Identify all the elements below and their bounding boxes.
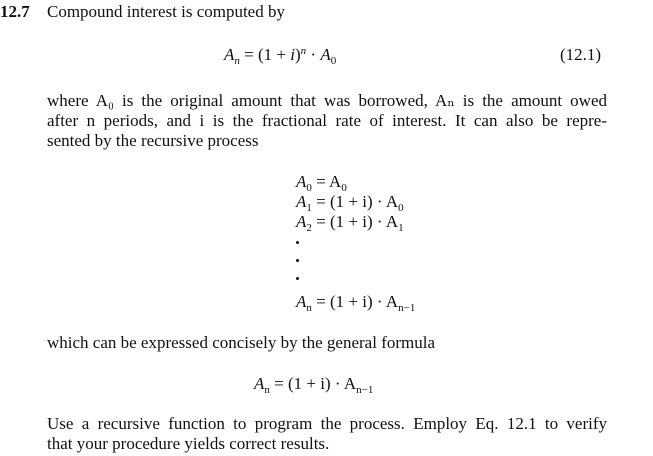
row2-lhs: A xyxy=(296,212,307,231)
rown-rhs-sub: n−1 xyxy=(398,302,416,314)
rown-lhs-sub: n xyxy=(306,302,312,314)
general-formula xyxy=(254,374,373,394)
gen-lhs-sub: n xyxy=(264,384,270,396)
paragraph1-line3: sented by the recursive process xyxy=(47,131,259,150)
ellipsis-dot-3 xyxy=(296,277,299,280)
recursion-row-0 xyxy=(296,172,347,192)
row2-rhs-sub: 1 xyxy=(398,222,404,234)
equation-12-1 xyxy=(224,45,336,65)
rown-lhs: A xyxy=(296,292,307,311)
row1-rhs-sub: 0 xyxy=(398,202,404,214)
eq-lhs-var: A xyxy=(224,45,235,64)
row0-lhs-sub: 0 xyxy=(306,182,312,194)
eq-rhs-part1: = (1 + xyxy=(239,45,291,64)
paragraph1-line2: after n periods, and i is the fractional rate of interest. It can also be repre- xyxy=(47,111,607,130)
paragraph3-line2: that your procedure yields correct results. xyxy=(47,434,330,453)
gen-lhs: A xyxy=(254,374,265,393)
ellipsis-dot-2 xyxy=(296,259,299,262)
row2-rhs: = (1 + i) · A xyxy=(311,212,399,231)
problem-number: 12.7 xyxy=(0,2,30,21)
equation-label: (12.1) xyxy=(560,45,602,64)
ellipsis-dot-1 xyxy=(296,241,299,244)
eq-rhs-var: A xyxy=(320,45,331,64)
gen-rhs: = (1 + i) · A xyxy=(269,374,357,393)
rown-rhs: = (1 + i) · A xyxy=(311,292,399,311)
eq-rhs-part2: ) xyxy=(294,45,301,64)
row0-rhs-sub: 0 xyxy=(341,182,347,194)
eq-rhs-sub: 0 xyxy=(330,55,337,67)
gen-rhs-sub: n−1 xyxy=(356,384,374,396)
recursion-row-1 xyxy=(296,192,404,212)
recursion-row-2 xyxy=(296,212,404,232)
eq-lhs-sub: n xyxy=(234,55,240,67)
row0-lhs: A xyxy=(296,172,307,191)
paragraph1-line1: where A₀ is the original amount that was borrowed, Aₙ is the amount owed xyxy=(47,91,607,110)
eq-rhs-exponent: n xyxy=(300,45,307,57)
paragraph2: which can be expressed concisely by the general formula xyxy=(47,333,436,352)
row2-lhs-sub: 2 xyxy=(306,222,312,234)
paragraph3-line1: Use a recursive function to program the process. Employ Eq. 12.1 to verify xyxy=(47,414,607,433)
eq-rhs-part3: · xyxy=(306,45,321,64)
row1-rhs: = (1 + i) · A xyxy=(311,192,399,211)
recursion-row-n xyxy=(296,292,415,312)
eq-rhs-i: i xyxy=(290,45,295,64)
row0-rhs: = A xyxy=(311,172,342,191)
problem-intro: Compound interest is computed by xyxy=(47,2,285,21)
row1-lhs: A xyxy=(296,192,307,211)
row1-lhs-sub: 1 xyxy=(306,202,312,214)
